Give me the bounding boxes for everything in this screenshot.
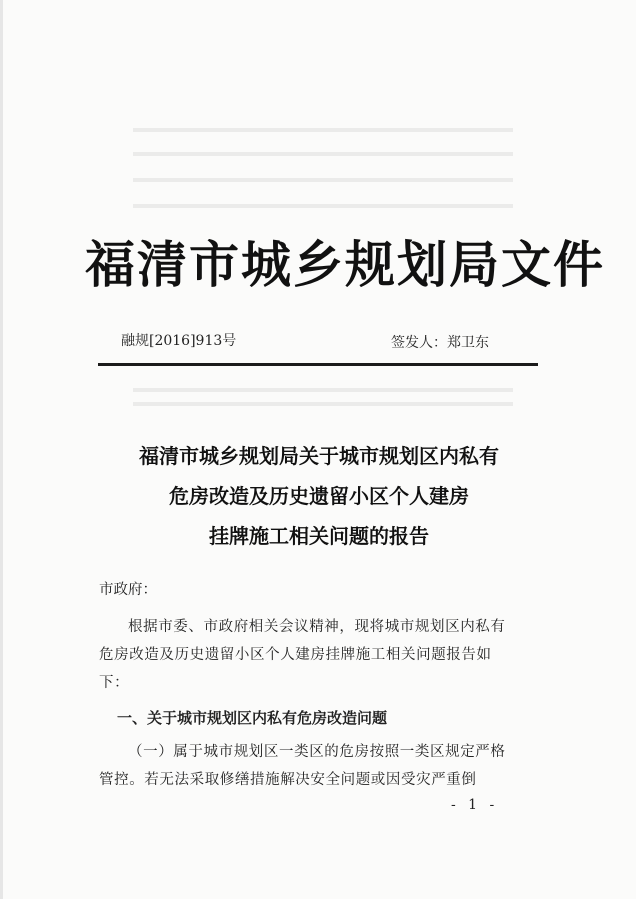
- bleed-through-line: [133, 152, 513, 156]
- bleed-through-line: [133, 128, 513, 132]
- page-number: - 1 -: [451, 797, 499, 813]
- document-signer: 签发人：郑卫东: [391, 335, 489, 351]
- paragraph-intro: 根据市委、市政府相关会议精神，现将城市规划区内私有危房改造及历史遗留小区个人建房挂牌施工相关问题报告如下：: [99, 619, 506, 691]
- report-title: [99, 436, 539, 556]
- document-header-title: 福清市城乡规划局文件: [85, 235, 605, 294]
- bleed-through-line: [133, 388, 513, 392]
- report-title-line: 福清市城乡规划局关于城市规划区内私有: [139, 444, 499, 468]
- report-title-line: 挂牌施工相关问题的报告: [209, 524, 429, 548]
- salutation: 市政府：: [99, 582, 157, 598]
- bleed-through-line: [133, 178, 513, 182]
- header-divider: [98, 363, 538, 366]
- report-title-line: 危房改造及历史遗留小区个人建房: [169, 484, 469, 508]
- document-number: 融规[2016]913号: [121, 333, 237, 349]
- paragraph-section-1: （一）属于城市规划区一类区的危房按照一类区规定严格管控。若无法采取修缮措施解决安全问题或因受灾严重倒: [99, 744, 506, 788]
- bleed-through-line: [133, 204, 513, 208]
- section-heading: 一、关于城市规划区内私有危房改造问题: [117, 709, 388, 727]
- bleed-through-line: [133, 402, 513, 406]
